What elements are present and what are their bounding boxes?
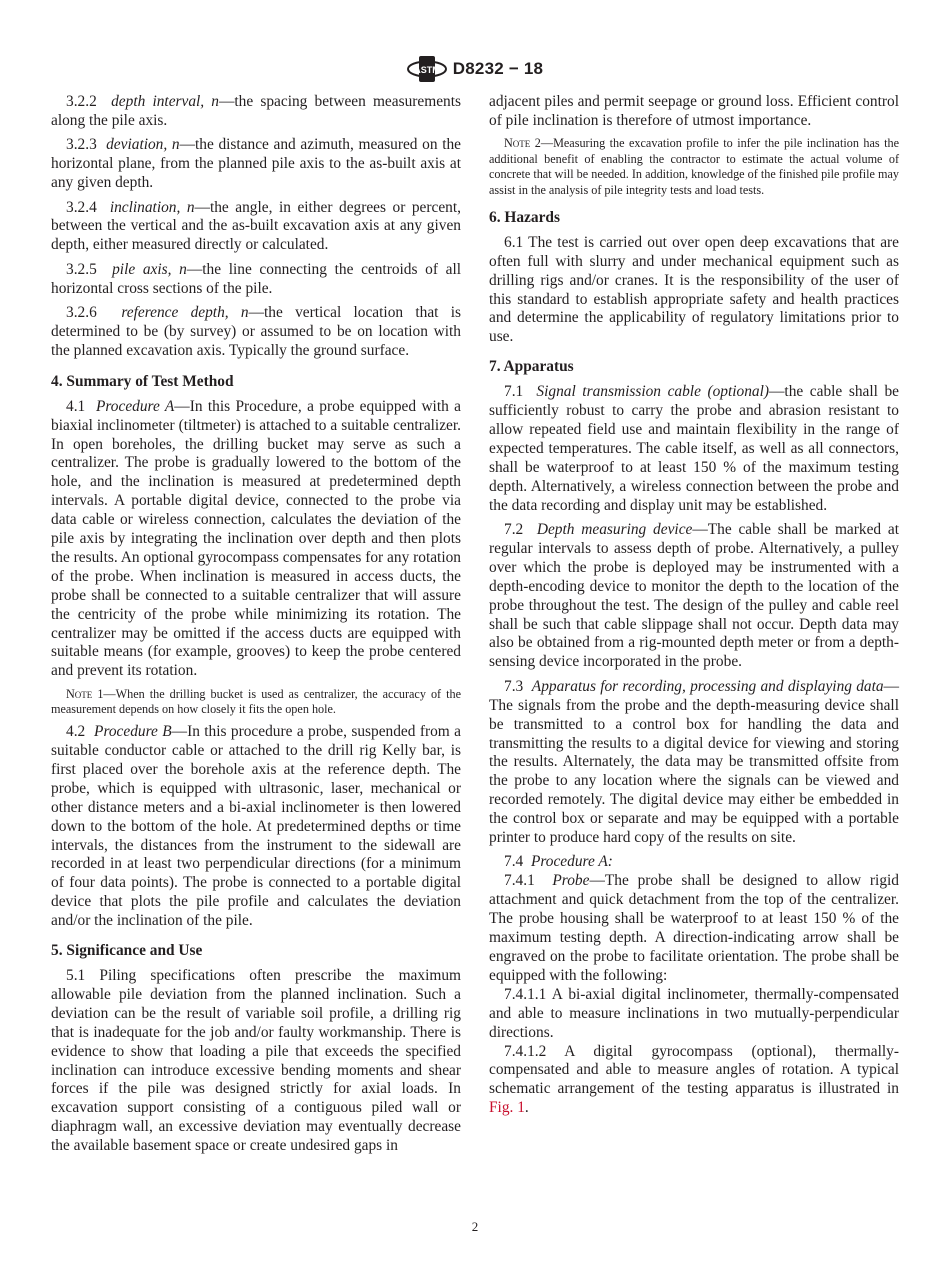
section-7-4-1-1: 7.4.1.1 A bi-axial digital inclinometer, thermally-compensated and able to measure inclinations in two mutually-perpendicular directions. [489, 985, 899, 1041]
section-7-4-1-2: 7.4.1.2 A digital gyrocompass (optional), thermally-compensated and able to measure angles of rotation. A typical schematic arrangement of the testing apparatus is illustrated in Fig. 1. [489, 1042, 899, 1117]
note-2: Note 2—Measuring the excavation profile to infer the pile inclination has the additional benefit of enabling the contractor to estimate the actual volume of concrete that will be needed. In addition, knowledge of the finished pile profile may assist in the analysis of pile integrity tests and load tests. [489, 136, 900, 197]
heading-section-4: 4. Summary of Test Method [51, 372, 234, 390]
heading-section-6: 6. Hazards [489, 208, 560, 226]
right-column [489, 93, 899, 1118]
figure-1-link[interactable]: Fig. 1 [489, 1099, 525, 1117]
section-7-1: 7.1 Signal transmission cable (optional)—the cable shall be sufficiently robust to carry the probe and abrasion resistant to allow repeated field use and maintain flexibility in the range of expected temperatures. The cable itself, as well as all connectors, shall be waterproof to at least 150 % of the maximum testing depth. Alternatively, a wireless connection between the probe and the data recording and display unit may be established. [489, 383, 900, 514]
section-3-2-6: 3.2.6 reference depth, n—the vertical location that is determined to be (by survey) or assumed to be on location with the planned excavation axis. Typically the ground surface. [51, 304, 461, 359]
section-7-4-1: 7.4.1 Probe—The probe shall be designed to allow rigid attachment and quick detachment from the top of the centralizer. The probe housing shall be waterproof to at least 150 % of the maximum testing depth. A direction-indicating arrow shall be engraved on the probe to facilitate orientation. The probe shall be equipped with the following: [489, 872, 899, 984]
section-5-1-continued: adjacent piles and permit seepage or ground loss. Efficient control of pile inclination is therefore of utmost importance. [489, 93, 899, 129]
logo-text: ASTM [414, 65, 440, 75]
left-column [51, 93, 461, 1162]
page-header [0, 54, 950, 84]
section-3-2-2: 3.2.2 depth interval, n—the spacing between measurements along the pile axis. [51, 93, 461, 129]
page-number: 2 [471, 1219, 479, 1234]
section-4-2: 4.2 Procedure B—In this procedure a probe, suspended from a suitable conductor cable or attached to the drill rig Kelly bar, is first placed over the borehole axis at the reference depth. The probe, which is equipped with ultrasonic, laser, mechanical or other distance meters and a bi-axial inclinometer is then lowered down to the bottom of the hole. At predetermined depths or time intervals, the distances from the instrument to the sidewall are recorded in at least two perpendicular directions (for a minimum of four data points). The probe is connected to a portable digital device that plots the pile profile and calculates the deviation and/or the inclination of the pile. [51, 723, 461, 930]
note-1: Note 1—When the drilling bucket is used as centralizer, the accuracy of the measurement depends on how closely it fits the open hole. [51, 686, 462, 717]
section-7-4: 7.4 Procedure A: [504, 853, 613, 871]
section-3-2-5: 3.2.5 pile axis, n—the line connecting the centroids of all horizontal cross sections of the pile. [51, 260, 462, 297]
heading-section-5: 5. Significance and Use [51, 942, 203, 960]
astm-logo-icon [407, 55, 447, 83]
section-6-1: 6.1 The test is carried out over open deep excavations that are often full with slurry and under mechanical equipment such as drilling rigs and/or cranes. It is the responsibility of the user of this standard to establish appropriate safety and health practices and determine the applicability of regulatory limitations prior to use. [489, 233, 899, 346]
heading-section-7: 7. Apparatus [489, 358, 574, 376]
document-id: D8232 − 18 [452, 59, 544, 78]
section-4-1: 4.1 Procedure A—In this Procedure, a probe equipped with a biaxial inclinometer (tiltmeter) is attached to a suitable centralizer. In open boreholes, the drilling bucket may serve as such a centralizer. The probe is gradually lowered to the bottom of the hole, and the inclination is measured at predetermined depth intervals. A portable digital device, connected to the probe via data cable or wireless connection, calculates the deviation of the pile axis by integrating the inclination over depth and then plots the results. An optional gyrocompass compensates for any rotation of the probe. When inclination is measured in access ducts, the probe shall be connected to a suitable centralizer that will assure the centricity of the probe while minimizing its rotation. The centralizer may be omitted if the access ducts are equipped with suitable means (for example, grooves) to keep the probe centered and prevent its rotation. [51, 397, 461, 680]
section-7-3: 7.3 Apparatus for recording, processing and displaying data—The signals from the probe and the depth-measuring device shall be transmitted to a control box for handling the data and transmitting the results to a digital device for viewing and storing the results. Alternately, the data may be transmitted offsite from the probe to any location where the signals can be viewed and recorded remotely. The digital device may either be embedded in the control box or separate and may be equipped with a portable printer to produce hard copy of the results on site. [489, 677, 899, 847]
section-3-2-4: 3.2.4 inclination, n—the angle, in either degrees or percent, between the vertical and the as-built excavation axis at any given depth, either measured directly or calculated. [51, 198, 461, 254]
section-3-2-3: 3.2.3 deviation, n—the distance and azimuth, measured on the horizontal plane, from the planned pile axis to the as-built axis at any given depth. [51, 136, 461, 192]
section-5-1: 5.1 Piling specifications often prescribe the maximum allowable pile deviation from the planned inclination. Such a deviation can be the result of variable soil profile, a drilling rig that is inadequate for the job and/or faulty workmanship. There is evidence to show that loading a pile that exceeds the specified inclination can introduce excessive bending moments and shear forces if the pile was designed strictly for axial loads. In excavation support consisting of a contiguous piled wall or diaphragm wall, an excessive deviation may eventually decrease the available basement space or create undesired gaps in [51, 966, 461, 1155]
section-7-2: 7.2 Depth measuring device—The cable shall be marked at regular intervals to assess depth of probe. Alternatively, a pulley over which the probe is deployed may be instrumented with a depth-encoding device to monitor the depth to the location of the probe throughout the test. The design of the pulley and cable reel shall be such that cable slippage shall not occur. Depth data may also be obtained from a rig-mounted depth meter or from a depth-sensing device incorporated in the probe. [489, 521, 899, 671]
